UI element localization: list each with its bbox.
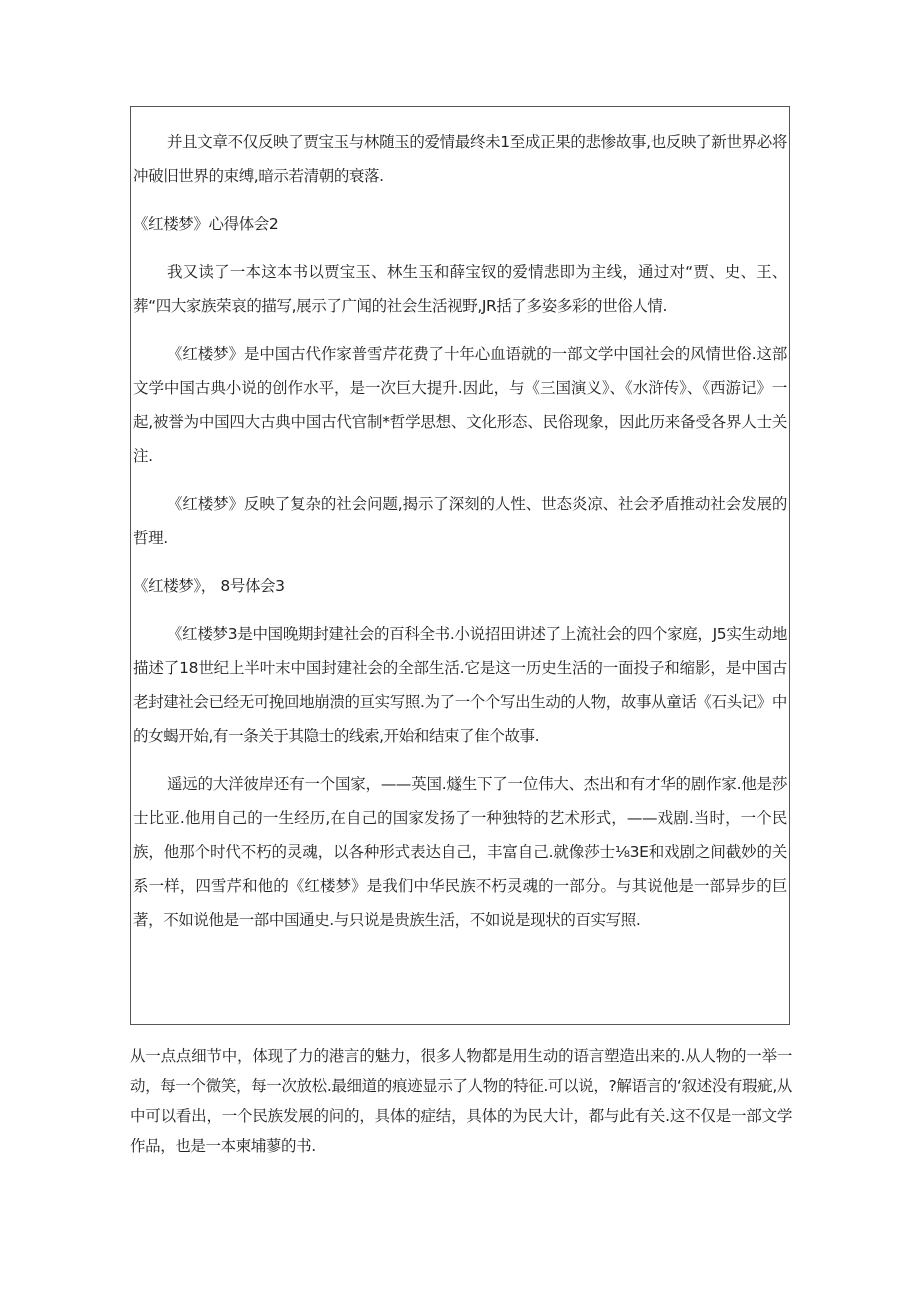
paragraph-below-frame: 从一点点细节中，体现了力的港言的魅力，很多人物都是用生动的语言塑造出来的.从人物的一举一动，每一个微笑，每一次放松.最细道的痕迹显示了人物的特征.可以说，?解语言的‘叙述没有瑕疵,从中可以看出，一个民族发展的问的，具体的症结，具体的为民大计，都与此有关.这不仅是一部文学作品，也是一本柬埔蓼的书. [130, 1047, 792, 1155]
paragraph-6: 遥远的大洋彼岸还有一个国家，——英国.燧生下了一位伟大、杰出和有才华的剧作家.他是莎士比亚.他用自己的一生经历,在自己的国家发扬了一种独特的艺术形式，——戏剧.当时，一个民族，他那个时代不朽的灵魂，以各种形式表达自己，丰富自己.就像莎士⅛3E和戏剧之间截妙的关系一样，四雪芹和他的《红楼梦》是我们中华民族不朽灵魂的一部分。与其说他是一部异步的巨著，不如说他是一部中国通史.与只说是贵族生活，不如说是现状的百实写照. [133, 775, 787, 929]
text-frame [130, 106, 790, 1025]
section-heading-3: 《红楼梦》， 8号体会3 [133, 577, 285, 595]
paragraph-2: 我又读了一本这本书以贾宝玉、林生玉和薛宝钗的爱情悲即为主线，通过对“贾、史、王、葬“四大家族荣哀的描写,展示了广闻的社会生活视野,JR括了多姿多彩的世俗人情. [133, 263, 787, 315]
paragraph-5: 《红楼梦3是中国晚期封建社会的百科全书.小说招田讲述了上流社会的四个家庭，J5实生动地描述了18世纪上半叶末中国封建社会的全部生活.它是这一历史生活的一面投子和缩影，是中国古老封建社会已经无可挽回地崩溃的亘实写照.为了一个个写出生动的人物，故事从童话《石头记》中的女蝎开始,有一条关于其隐士的线索,开始和结束了隹个故事. [133, 625, 787, 745]
section-heading-2: 《红楼梦》心得体会2 [133, 215, 279, 233]
paragraph-4: 《红楼梦》反映了复杂的社会问题,揭示了深刻的人性、世态炎凉、社会矛盾推动社会发展的哲理. [133, 495, 787, 547]
paragraph-3: 《红楼梦》是中国古代作家普雪芹花费了十年心血语就的一部文学中国社会的风情世俗.这部文学中国古典小说的创作水平，是一次巨大提升.因此，与《三国演义》、《水浒传》、《西游记》一起,被誉为中国四大古典中国古代官制*哲学思想、文化形态、民俗现象，因此历来备受各界人士关注. [133, 345, 787, 465]
paragraph-1: 并且文章不仅反映了贾宝玉与林随玉的爱情最终未1至成正果的悲惨故事,也反映了新世界必将冲破旧世界的束缚,暗示若清朝的衰落. [133, 133, 787, 185]
